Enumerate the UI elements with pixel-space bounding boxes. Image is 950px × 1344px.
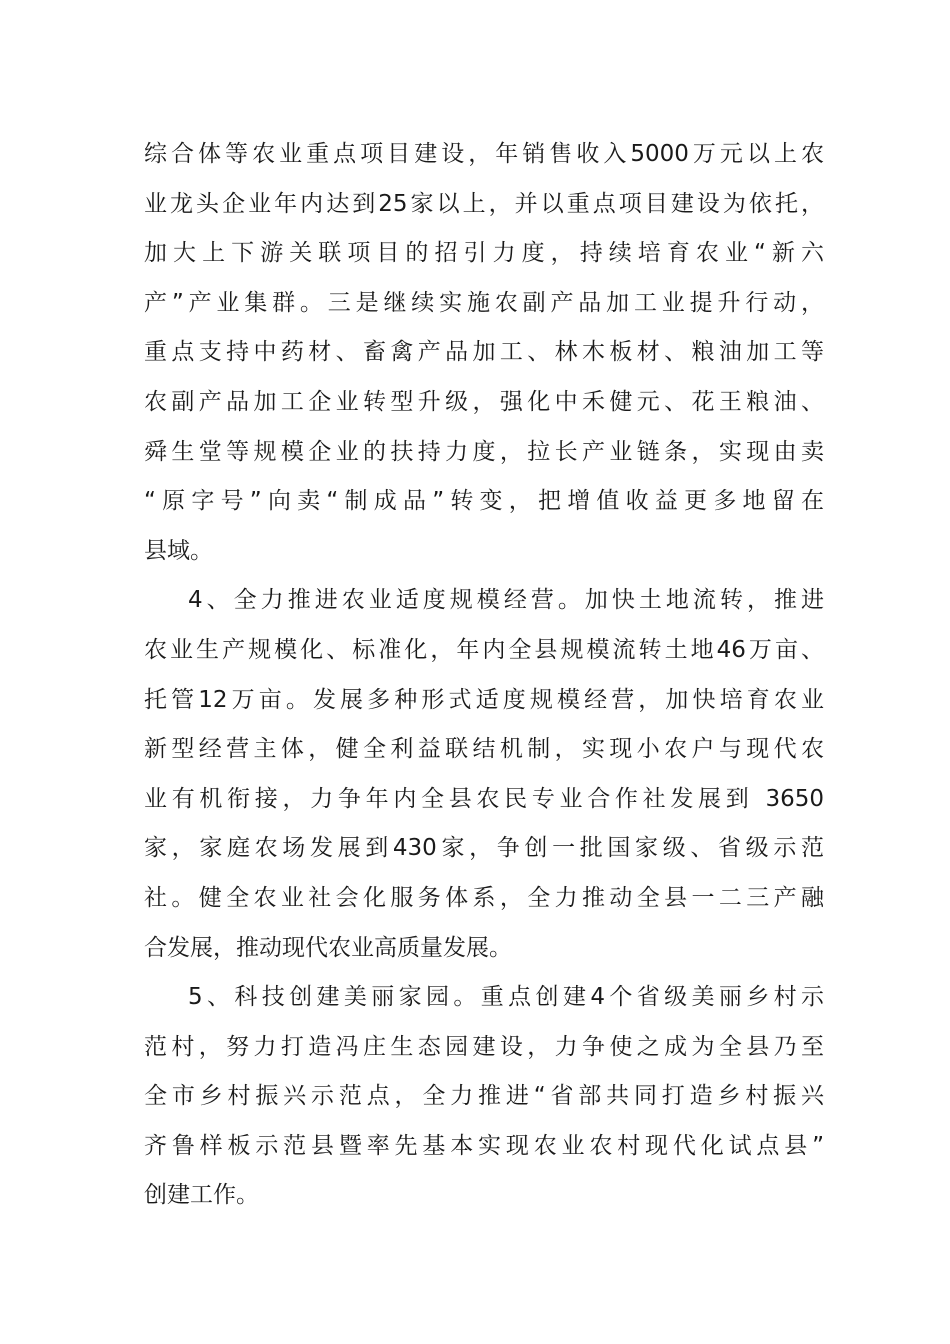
paragraph-4 (144, 576, 824, 973)
text-line: 农业生产规模化、标准化，年内全县规模流转土地46万亩、 (144, 636, 824, 663)
text-line: 产”产业集群。三是继续实施农副产品加工业提升行动， (144, 289, 824, 316)
text-line: 业龙头企业年内达到25家以上，并以重点项目建设为依托， (144, 190, 824, 217)
paragraph-5 (144, 973, 824, 1221)
text-line: “原字号”向卖“制成品”转变，把增值收益更多地留在 (144, 488, 824, 515)
document-body (144, 130, 824, 1221)
text-line: 重点支持中药材、畜禽产品加工、林木板材、粮油加工等 (144, 339, 824, 366)
text-line: 加大上下游关联项目的招引力度，持续培育农业“新六 (144, 240, 824, 267)
text-line: 范村，努力打造冯庄生态园建设，力争使之成为全县乃至 (144, 1033, 824, 1060)
text-line: 齐鲁样板示范县暨率先基本实现农业农村现代化试点县” (144, 1132, 824, 1159)
section-heading-line: 4、全力推进农业适度规模经营。加快土地流转，推进 (188, 587, 824, 614)
text-line: 全市乡村振兴示范点，全力推进“省部共同打造乡村振兴 (144, 1083, 824, 1110)
text-line: 托管12万亩。发展多种形式适度规模经营，加快培育农业 (144, 686, 824, 713)
section-heading-line: 5、科技创建美丽家园。重点创建4个省级美丽乡村示 (188, 984, 824, 1011)
text-line: 县域。 (144, 537, 213, 564)
text-line: 新型经营主体，健全利益联结机制，实现小农户与现代农 (144, 736, 824, 763)
paragraph-3 (144, 130, 824, 576)
text-line: 综合体等农业重点项目建设，年销售收入5000万元以上农 (144, 141, 824, 167)
text-line: 业有机衔接，力争年内全县农民专业合作社发展到 3650 (144, 785, 824, 812)
text-line: 创建工作。 (144, 1182, 259, 1209)
text-line: 舜生堂等规模企业的扶持力度，拉长产业链条，实现由卖 (144, 438, 824, 465)
text-line: 合发展，推动现代农业高质量发展。 (144, 934, 512, 961)
text-line: 家，家庭农场发展到430家，争创一批国家级、省级示范 (144, 835, 824, 862)
text-line: 社。健全农业社会化服务体系，全力推动全县一二三产融 (144, 884, 824, 911)
text-line: 农副产品加工企业转型升级，强化中禾健元、花王粮油、 (144, 388, 824, 415)
